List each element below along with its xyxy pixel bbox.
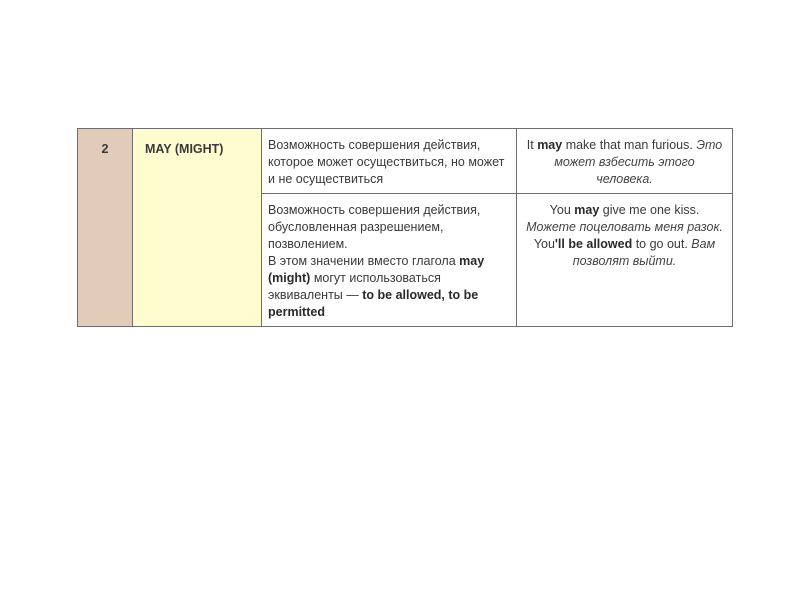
- highlight-may-might: may (might): [268, 254, 485, 285]
- example-cell: You may give me one kiss. Можете поцеловать меня разок. You'll be allowed to go out. Вам позволят выйти.: [517, 194, 733, 327]
- highlight-allowed: 'll be allowed: [554, 237, 633, 251]
- meaning-cell: [262, 129, 517, 194]
- highlight-may: may: [537, 138, 563, 152]
- meaning-text: Возможность совершения действия, которое может осуществиться, но может и не осуществиться: [268, 138, 505, 186]
- meaning-text: Возможность совершения действия, обусловленная разрешением, позволением.: [268, 203, 481, 251]
- example-cell: It may make that man furious. Это может взбесить этого человека.: [517, 129, 733, 194]
- translation: Это может взбесить этого человека.: [554, 138, 723, 186]
- table-row: [78, 129, 733, 194]
- translation: Вам позволят выйти.: [572, 237, 716, 268]
- meaning-cell: Возможность совершения действия, обусловленная разрешением, позволением. В этом значении вместо глагола may (might) могут использоваться эквиваленты — to be allowed, to be permitted: [262, 194, 517, 327]
- grammar-table: [77, 128, 733, 327]
- row-number: 2: [78, 129, 133, 327]
- highlight-may: may: [574, 203, 600, 217]
- highlight-equivalents: to be allowed, to be permitted: [268, 288, 479, 319]
- translation: Можете поцеловать меня разок.: [526, 220, 723, 234]
- modal-verb: MAY (MIGHT): [133, 129, 262, 327]
